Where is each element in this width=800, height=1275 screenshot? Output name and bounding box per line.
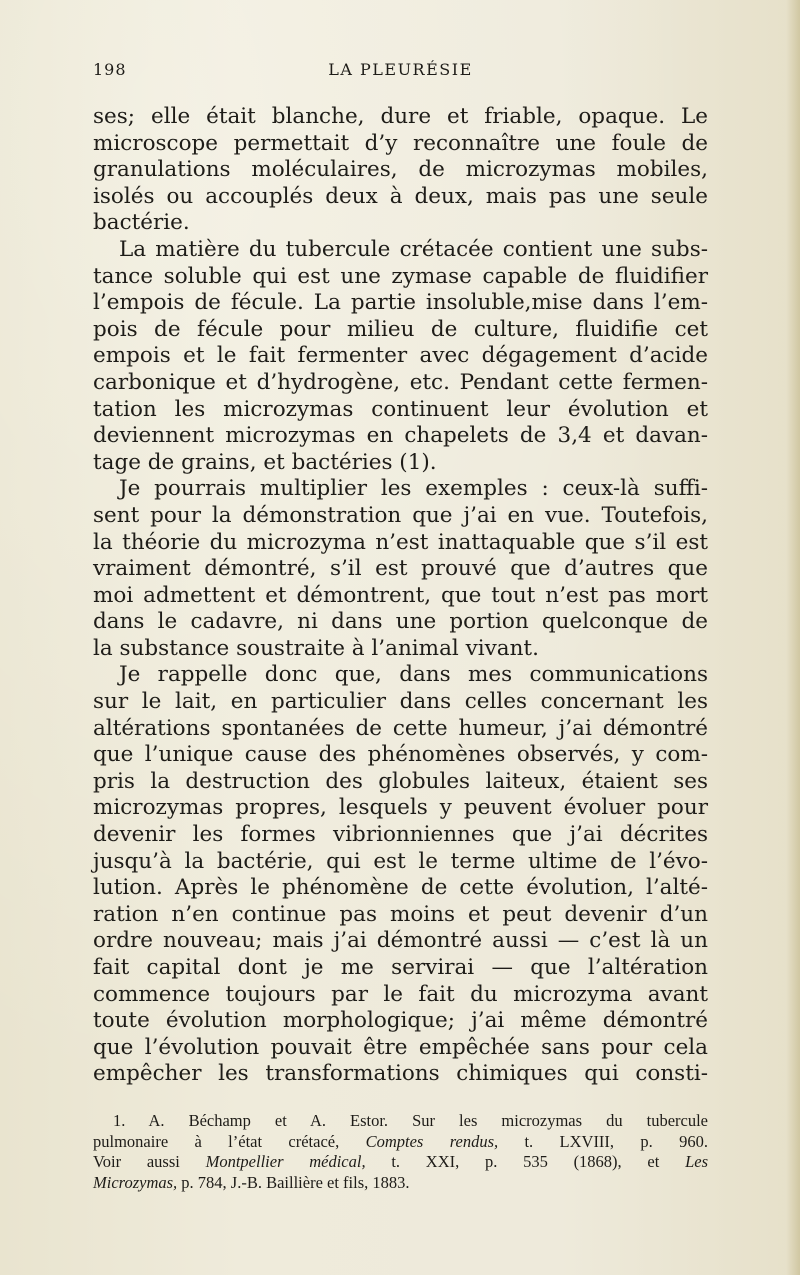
paragraph-start-line: Je pourrais multiplier les exemples : ceux-là suffi- [119, 476, 708, 502]
footnote-text: Voir aussi [93, 1152, 206, 1171]
footnote-book-title: Les [685, 1152, 708, 1171]
text-line: la théorie du microzyma n’est inattaquable que s’il est [93, 529, 708, 555]
text-line: toute évolution morphologique; j’ai même démontré [93, 1008, 708, 1034]
text-line: devenir les formes vibrionniennes que j’ai décrites [93, 822, 708, 848]
footnote-journal-title: Montpellier médical, [205, 1152, 366, 1171]
footnote [93, 1111, 708, 1193]
text-line: ses; elle était blanche, dure et friable, opaque. Le [93, 104, 708, 129]
text-line: empois et le fait fermenter avec dégagement d’acide [93, 343, 708, 369]
page-edge-shadow [786, 0, 800, 1275]
main-text [93, 104, 708, 1088]
text-line: empêcher les transformations chimiques qui consti- [93, 1061, 708, 1087]
text-line: microscope permettait d’y reconnaître une foule de [93, 130, 708, 156]
footnote-line: 1. A. Béchamp et A. Estor. Sur les microzymas du tubercule [113, 1111, 708, 1130]
paragraph-start-line: Je rappelle donc que, dans mes communications [119, 662, 708, 688]
text-line: sent pour la démonstration que j’ai en vue. Toutefois, [93, 502, 708, 528]
text-line: l’empois de fécule. La partie insoluble,mise dans l’em- [93, 290, 708, 316]
text-line: ration n’en continue pas moins et peut devenir d’un [93, 901, 708, 927]
page-number: 198 [93, 60, 127, 79]
text-line: altérations spontanées de cette humeur, j’ai démontré [93, 715, 708, 741]
text-line: dans le cadavre, ni dans une portion quelconque de [93, 609, 708, 635]
footnote-journal-title: Comptes rendus, [365, 1131, 499, 1151]
text-line: sur le lait, en particulier dans celles concernant les [93, 689, 708, 715]
text-line: microzymas propres, lesquels y peuvent évoluer pour [93, 795, 708, 821]
text-line: isolés ou accouplés deux à deux, mais pas une seule [93, 183, 708, 209]
paragraph-start-line: La matière du tubercule crétacée contient une subs- [119, 236, 708, 262]
text-line: ordre nouveau; mais j’ai démontré aussi — c’est là un [93, 928, 708, 954]
text-line: que l’unique cause des phénomènes observés, y com- [93, 742, 708, 768]
text-line: pois de fécule pour milieu de culture, fluidifie cet [93, 316, 708, 342]
text-line: moi admettent et démontrent, que tout n’est pas mort [93, 582, 708, 608]
text-line: commence toujours par le fait du microzyma avant [93, 981, 708, 1007]
text-line: fait capital dont je me servirai — que l’altération [93, 955, 708, 980]
footnote-line [93, 1132, 708, 1153]
running-title: LA PLEURÉSIE [328, 60, 473, 79]
footnote-line [93, 1173, 708, 1194]
text-line: pris la destruction des globules laiteux, étaient ses [93, 768, 708, 794]
page-header [93, 60, 708, 84]
footnote-text: pulmonaire à l’état crétacé, [93, 1131, 366, 1151]
footnote-text: t. XXI, p. 535 (1868), et [365, 1152, 686, 1171]
text-line: carbonique et d’hydrogène, etc. Pendant cette fermen- [93, 369, 708, 395]
footnote-line [93, 1152, 708, 1173]
text-line: jusqu’à la bactérie, qui est le terme ultime de l’évo- [93, 848, 708, 874]
text-line: granulations moléculaires, de microzymas mobiles, [93, 157, 708, 183]
footnote-text: t. LXVIII, p. 960. [498, 1131, 708, 1151]
text-line: vraiment démontré, s’il est prouvé que d’autres que [93, 556, 708, 582]
text-line: deviennent microzymas en chapelets de 3,4 et davan- [93, 423, 708, 449]
text-line: tation les microzymas continuent leur évolution et [93, 396, 708, 422]
text-line: tance soluble qui est une zymase capable de fluidifier [93, 263, 708, 289]
text-line: lution. Après le phénomène de cette évolution, l’alté- [93, 875, 708, 901]
footnote-text: p. 784, J.-B. Baillière et fils, 1883. [177, 1172, 410, 1192]
text-line: la substance soustraite à l’animal vivant. [93, 635, 539, 661]
text-line: que l’évolution pouvait être empêchée sans pour cela [93, 1034, 708, 1060]
text-line: bactérie. [93, 210, 190, 236]
text-line: tage de grains, et bactéries (1). [93, 449, 437, 475]
footnote-book-title: Microzymas, [93, 1172, 178, 1192]
